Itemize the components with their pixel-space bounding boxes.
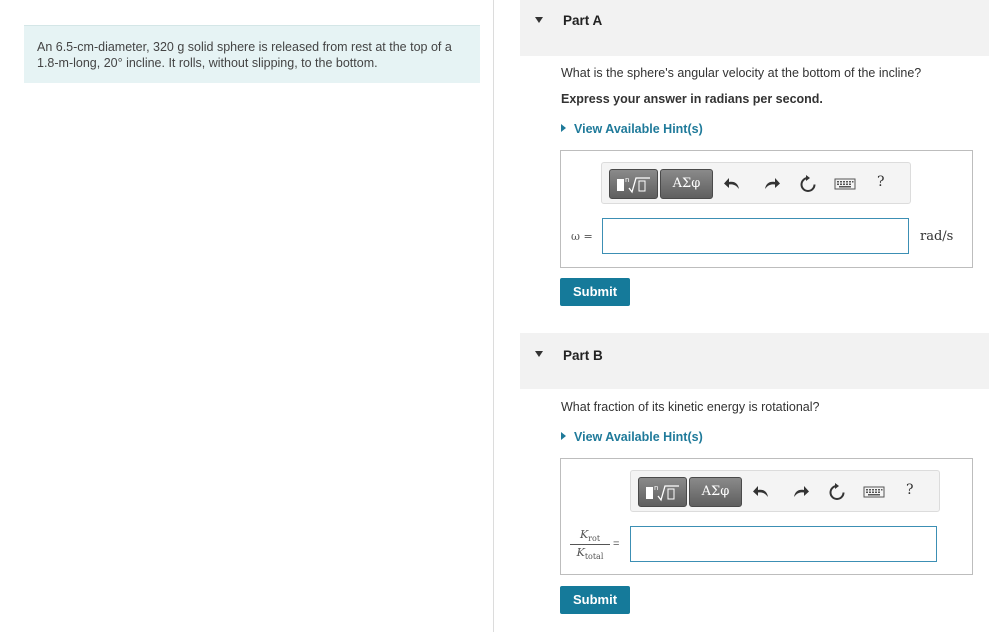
undo-icon[interactable]	[752, 483, 772, 501]
part-b-math-toolbar	[630, 470, 940, 512]
part-b-title: Part B	[563, 348, 603, 363]
part-a-answer-input[interactable]	[602, 218, 909, 254]
svg-text:n: n	[654, 484, 659, 492]
panel-divider	[493, 0, 494, 632]
hint-arrow-icon	[561, 432, 566, 440]
part-b-hint-label: View Available Hint(s)	[574, 430, 703, 444]
keyboard-icon[interactable]	[863, 483, 885, 501]
frac-denominator: $K_{total}$	[576, 546, 604, 562]
part-a-hint-label: View Available Hint(s)	[574, 122, 703, 136]
part-b-hint-link[interactable]	[561, 430, 703, 444]
templates-button[interactable]	[609, 169, 658, 199]
part-b-question: What fraction of its kinetic energy is rotational?	[561, 400, 820, 414]
part-b-submit-button[interactable]: Submit	[560, 586, 630, 614]
part-a-header[interactable]	[520, 0, 989, 56]
part-a-answer-box	[560, 150, 973, 268]
k-ratio-label	[570, 528, 610, 561]
part-a-question: What is the sphere's angular velocity at the bottom of the incline?	[561, 66, 922, 80]
reset-icon[interactable]	[827, 483, 847, 501]
part-a-math-toolbar	[601, 162, 911, 204]
part-a-instruction: Express your answer in radians per second.	[561, 92, 823, 106]
help-button[interactable]: ?	[877, 174, 885, 190]
frac-numerator: $K_{rot}$	[570, 528, 610, 545]
part-a-title: Part A	[563, 13, 603, 28]
collapse-triangle-icon[interactable]	[535, 351, 543, 357]
svg-text:n: n	[625, 176, 630, 184]
part-b-header[interactable]	[520, 333, 989, 389]
equals-sign: =	[613, 538, 620, 550]
greek-symbols-button[interactable]: ΑΣφ	[689, 477, 742, 507]
reset-icon[interactable]	[798, 175, 818, 193]
keyboard-icon[interactable]	[834, 175, 856, 193]
part-a-hint-link[interactable]	[561, 122, 703, 136]
collapse-triangle-icon[interactable]	[535, 17, 543, 23]
redo-icon[interactable]	[761, 175, 781, 193]
greek-symbols-button[interactable]: ΑΣφ	[660, 169, 713, 199]
redo-icon[interactable]	[790, 483, 810, 501]
part-b-answer-input[interactable]	[630, 526, 937, 562]
part-b-answer-box	[560, 458, 973, 575]
problem-text: An 6.5-cm-diameter, 320 g solid sphere is released from rest at the top of a 1.8-m-long, 20° incline. It rolls, without slipping, to the bottom.	[37, 40, 452, 70]
part-a-submit-button[interactable]: Submit	[560, 278, 630, 306]
problem-statement	[24, 25, 480, 83]
help-button[interactable]: ?	[906, 482, 914, 498]
undo-icon[interactable]	[723, 175, 743, 193]
omega-label: ω =	[571, 230, 593, 243]
unit-label: rad/s	[920, 229, 954, 244]
hint-arrow-icon	[561, 124, 566, 132]
templates-button[interactable]	[638, 477, 687, 507]
